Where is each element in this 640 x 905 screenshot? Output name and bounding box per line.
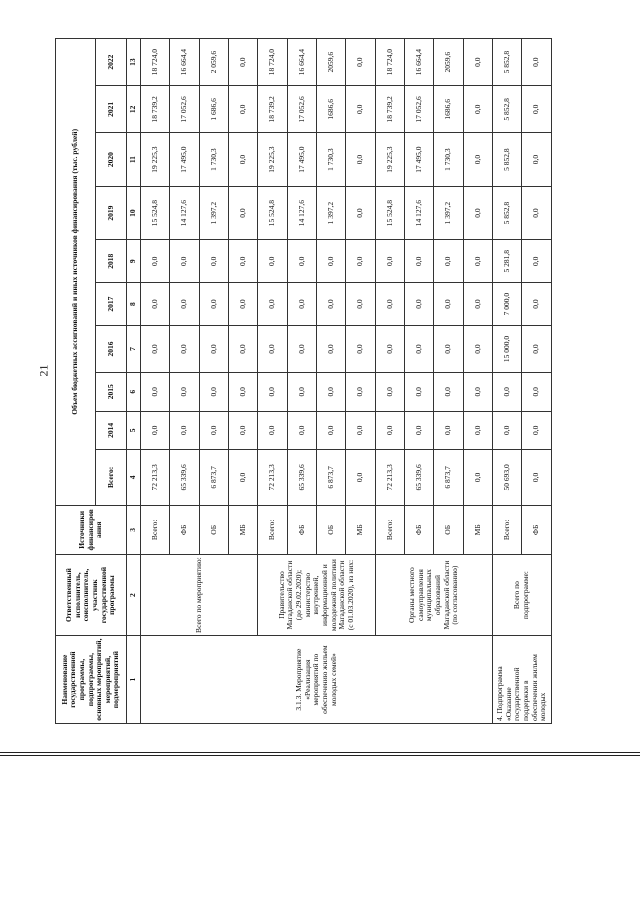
value-cell: 0,0	[463, 283, 492, 326]
column-number: 12	[126, 86, 140, 133]
value-cell: 0,0	[346, 186, 375, 240]
value-cell: 5 852,8	[493, 39, 522, 86]
value-cell: 15 524,8	[141, 186, 170, 240]
value-cell: 0,0	[434, 411, 463, 450]
source-cell: ОБ	[434, 505, 463, 554]
value-cell: 0,0	[346, 373, 375, 412]
value-cell: 0,0	[229, 86, 258, 133]
value-cell: 0,0	[199, 325, 228, 372]
value-cell: 18 724,0	[375, 39, 404, 86]
source-cell: ФБ	[405, 505, 434, 554]
value-cell: 0,0	[493, 373, 522, 412]
value-cell: 1 397,2	[434, 186, 463, 240]
value-cell: 0,0	[375, 373, 404, 412]
header-year: 2018	[96, 240, 126, 283]
value-cell: 0,0	[317, 373, 346, 412]
value-cell: 0,0	[141, 325, 170, 372]
value-cell: 0,0	[170, 283, 199, 326]
value-cell: 0,0	[405, 373, 434, 412]
value-cell: 0,0	[229, 283, 258, 326]
header-year: 2019	[96, 186, 126, 240]
responsible-cell: Правительство Магаданской области (до 29.02.2020); министерство внутренней, информационной и молодежной политики Магаданской области (с 01.03.2020), из них:	[258, 554, 375, 635]
value-cell: 0,0	[375, 325, 404, 372]
value-cell: 1686,6	[434, 86, 463, 133]
column-number: 1	[126, 636, 140, 724]
value-cell: 0,0	[141, 283, 170, 326]
value-cell: 7 000,0	[493, 283, 522, 326]
value-cell: 6 873,7	[199, 450, 228, 506]
source-cell: Всего:	[493, 505, 522, 554]
value-cell: 18 724,0	[258, 39, 287, 86]
header-year: 2021	[96, 86, 126, 133]
subprogram-name-cell: 4. Подпрограмма «Оказание государственной поддержки в обеспечении жильем молодых	[493, 636, 552, 724]
value-cell: 0,0	[463, 186, 492, 240]
source-cell: МБ	[229, 505, 258, 554]
header-year: 2020	[96, 133, 126, 187]
value-cell: 0,0	[522, 133, 552, 187]
value-cell: 0,0	[405, 325, 434, 372]
value-cell: 18 739,2	[141, 86, 170, 133]
table-row	[141, 39, 170, 724]
value-cell: 0,0	[229, 133, 258, 187]
column-number: 3	[126, 505, 140, 554]
value-cell: 72 213,3	[375, 450, 404, 506]
value-cell: 0,0	[258, 325, 287, 372]
value-cell: 0,0	[199, 240, 228, 283]
value-cell: 0,0	[317, 240, 346, 283]
value-cell: 0,0	[229, 240, 258, 283]
value-cell: 0,0	[405, 240, 434, 283]
value-cell: 65 339,6	[170, 450, 199, 506]
column-number: 6	[126, 373, 140, 412]
header-volume: Объем бюджетных ассигнований и иных источников финансирования (тыс. рублей)	[56, 39, 96, 506]
value-cell: 0,0	[317, 411, 346, 450]
value-cell: 0,0	[375, 411, 404, 450]
column-number: 10	[126, 186, 140, 240]
source-cell: МБ	[346, 505, 375, 554]
header-source: Источники финансирования	[56, 505, 127, 554]
header-year: 2016	[96, 325, 126, 372]
value-cell: 0,0	[346, 283, 375, 326]
value-cell: 0,0	[463, 450, 492, 506]
value-cell: 15 524,8	[258, 186, 287, 240]
value-cell: 15 524,8	[375, 186, 404, 240]
value-cell: 19 225,3	[258, 133, 287, 187]
value-cell: 65 339,6	[405, 450, 434, 506]
value-cell: 0,0	[199, 373, 228, 412]
value-cell: 0,0	[434, 325, 463, 372]
value-cell: 0,0	[346, 240, 375, 283]
value-cell: 17 052,6	[405, 86, 434, 133]
source-cell: Всего:	[141, 505, 170, 554]
financing-table	[55, 38, 552, 724]
value-cell: 0,0	[522, 450, 552, 506]
value-cell: 2 059,6	[199, 39, 228, 86]
value-cell: 0,0	[346, 450, 375, 506]
value-cell: 0,0	[170, 411, 199, 450]
table-row	[375, 39, 404, 724]
value-cell: 0,0	[522, 240, 552, 283]
value-cell: 1 730,3	[199, 133, 228, 187]
source-cell: ОБ	[199, 505, 228, 554]
value-cell: 0,0	[229, 39, 258, 86]
value-cell: 16 664,4	[405, 39, 434, 86]
value-cell: 6 873,7	[434, 450, 463, 506]
value-cell: 17 052,6	[170, 86, 199, 133]
value-cell: 1 686,6	[199, 86, 228, 133]
header-year: 2014	[96, 411, 126, 450]
value-cell: 0,0	[141, 240, 170, 283]
responsible-cell: Всего по подпрограмме:	[493, 554, 552, 635]
value-cell: 15 000,0	[493, 325, 522, 372]
value-cell: 18 739,2	[375, 86, 404, 133]
responsible-cell: Органы местного самоуправления муниципальных образований Магаданской области (по согласованию)	[375, 554, 492, 635]
value-cell: 0,0	[522, 186, 552, 240]
column-number: 7	[126, 325, 140, 372]
page-rule-2	[0, 755, 640, 756]
value-cell: 0,0	[346, 325, 375, 372]
value-cell: 2059,6	[317, 39, 346, 86]
value-cell: 0,0	[287, 325, 316, 372]
value-cell: 0,0	[287, 240, 316, 283]
value-cell: 5 852,8	[493, 186, 522, 240]
value-cell: 0,0	[346, 86, 375, 133]
value-cell: 0,0	[522, 373, 552, 412]
header-name: Наименование государственной программы, подпрограммы, основных мероприятий, мероприятий, подмероприятий	[56, 636, 127, 724]
column-number: 11	[126, 133, 140, 187]
value-cell: 19 225,3	[141, 133, 170, 187]
value-cell: 0,0	[287, 373, 316, 412]
value-cell: 0,0	[493, 411, 522, 450]
column-number-row	[126, 39, 140, 724]
value-cell: 0,0	[346, 411, 375, 450]
value-cell: 0,0	[317, 283, 346, 326]
value-cell: 0,0	[229, 325, 258, 372]
value-cell: 0,0	[463, 240, 492, 283]
value-cell: 50 693,0	[493, 450, 522, 506]
value-cell: 0,0	[229, 186, 258, 240]
value-cell: 72 213,3	[141, 450, 170, 506]
source-cell: Всего:	[258, 505, 287, 554]
header-total: Всего:	[96, 450, 126, 506]
value-cell: 18 724,0	[141, 39, 170, 86]
page-number: 21	[36, 364, 51, 377]
value-cell: 0,0	[287, 283, 316, 326]
value-cell: 0,0	[258, 373, 287, 412]
event-name-cell: 3.1.3. Мероприятие «Реализация мероприятий по обеспечению жильем молодых семей»	[141, 636, 493, 724]
value-cell: 1 730,3	[317, 133, 346, 187]
value-cell: 0,0	[287, 411, 316, 450]
value-cell: 17 495,0	[170, 133, 199, 187]
value-cell: 0,0	[170, 373, 199, 412]
value-cell: 16 664,4	[287, 39, 316, 86]
value-cell: 0,0	[434, 283, 463, 326]
value-cell: 0,0	[375, 283, 404, 326]
value-cell: 0,0	[522, 39, 552, 86]
value-cell: 0,0	[434, 240, 463, 283]
value-cell: 0,0	[317, 325, 346, 372]
header-responsible: Ответственный исполнитель, соисполнитель, участник государственной программы	[56, 554, 127, 635]
source-cell: МБ	[463, 505, 492, 554]
value-cell: 0,0	[170, 325, 199, 372]
value-cell: 17 052,6	[287, 86, 316, 133]
header-year: 2022	[96, 39, 126, 86]
value-cell: 18 739,2	[258, 86, 287, 133]
value-cell: 0,0	[141, 411, 170, 450]
value-cell: 0,0	[346, 39, 375, 86]
source-cell: ФБ	[287, 505, 316, 554]
value-cell: 17 495,0	[405, 133, 434, 187]
value-cell: 0,0	[463, 133, 492, 187]
value-cell: 0,0	[522, 86, 552, 133]
value-cell: 0,0	[258, 283, 287, 326]
value-cell: 0,0	[229, 373, 258, 412]
value-cell: 0,0	[405, 283, 434, 326]
source-cell: Всего:	[375, 505, 404, 554]
value-cell: 5 852,8	[493, 86, 522, 133]
value-cell: 17 495,0	[287, 133, 316, 187]
value-cell: 0,0	[199, 411, 228, 450]
value-cell: 0,0	[229, 450, 258, 506]
value-cell: 5 281,8	[493, 240, 522, 283]
value-cell: 0,0	[199, 283, 228, 326]
value-cell: 72 213,3	[258, 450, 287, 506]
source-cell: ФБ	[522, 505, 552, 554]
value-cell: 1 730,3	[434, 133, 463, 187]
value-cell: 14 127,6	[170, 186, 199, 240]
table-row	[493, 39, 522, 724]
column-number: 9	[126, 240, 140, 283]
column-number: 2	[126, 554, 140, 635]
value-cell: 0,0	[463, 373, 492, 412]
value-cell: 5 852,8	[493, 133, 522, 187]
value-cell: 0,0	[170, 240, 199, 283]
source-cell: ОБ	[317, 505, 346, 554]
page-rule	[0, 752, 640, 753]
value-cell: 0,0	[463, 39, 492, 86]
value-cell: 0,0	[434, 373, 463, 412]
value-cell: 0,0	[463, 325, 492, 372]
value-cell: 0,0	[258, 240, 287, 283]
value-cell: 0,0	[229, 411, 258, 450]
value-cell: 0,0	[463, 86, 492, 133]
table-row	[258, 39, 287, 724]
value-cell: 0,0	[405, 411, 434, 450]
value-cell: 1686,6	[317, 86, 346, 133]
column-number: 5	[126, 411, 140, 450]
responsible-cell: Всего по мероприятию:	[141, 554, 258, 635]
column-number: 13	[126, 39, 140, 86]
value-cell: 19 225,3	[375, 133, 404, 187]
source-cell: ФБ	[170, 505, 199, 554]
value-cell: 14 127,6	[287, 186, 316, 240]
value-cell: 16 664,4	[170, 39, 199, 86]
value-cell: 0,0	[522, 325, 552, 372]
value-cell: 0,0	[258, 411, 287, 450]
header-row	[56, 39, 96, 724]
value-cell: 0,0	[346, 133, 375, 187]
value-cell: 0,0	[375, 240, 404, 283]
value-cell: 0,0	[522, 411, 552, 450]
value-cell: 1 397,2	[317, 186, 346, 240]
value-cell: 14 127,6	[405, 186, 434, 240]
value-cell: 0,0	[522, 283, 552, 326]
header-year: 2015	[96, 373, 126, 412]
column-number: 4	[126, 450, 140, 506]
value-cell: 0,0	[141, 373, 170, 412]
value-cell: 1 397,2	[199, 186, 228, 240]
value-cell: 6 873,7	[317, 450, 346, 506]
column-number: 8	[126, 283, 140, 326]
rotated-table-container	[55, 38, 552, 724]
value-cell: 65 339,6	[287, 450, 316, 506]
value-cell: 0,0	[463, 411, 492, 450]
header-year: 2017	[96, 283, 126, 326]
value-cell: 2059,6	[434, 39, 463, 86]
